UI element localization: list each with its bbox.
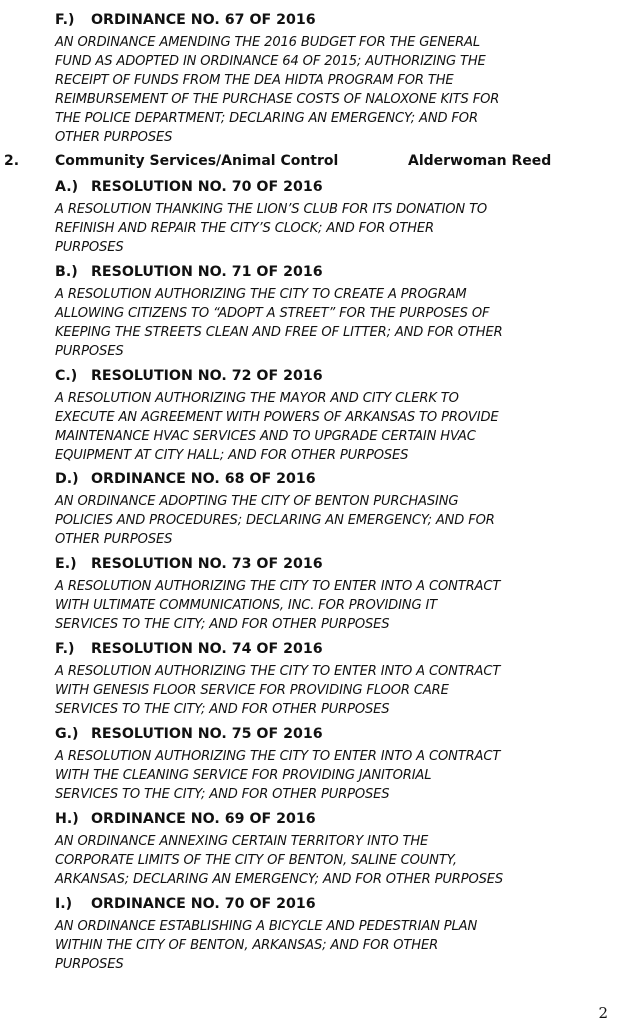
description-line: SERVICES TO THE CITY; AND FOR OTHER PURPOSES: [55, 702, 390, 717]
item-label: E.): [55, 556, 77, 572]
item-description: [55, 492, 610, 549]
item-label: B.): [55, 264, 78, 280]
item-description: [55, 832, 610, 889]
item-description: [55, 577, 610, 634]
item-label: G.): [55, 726, 79, 742]
agenda-item-resolution-71: [55, 263, 610, 361]
description-line: AN ORDINANCE ANNEXING CERTAIN TERRITORY INTO THE: [55, 834, 429, 849]
description-line: AN ORDINANCE ADOPTING THE CITY OF BENTON PURCHASING: [55, 494, 459, 509]
item-heading: [55, 895, 610, 913]
description-line: POLICIES AND PROCEDURES; DECLARING AN EMERGENCY; AND FOR: [55, 513, 495, 528]
item-title: ORDINANCE NO. 68 OF 2016: [91, 471, 316, 487]
agenda-item-resolution-70: [55, 178, 610, 257]
description-line: WITH THE CLEANING SERVICE FOR PROVIDING JANITORIAL: [55, 768, 432, 783]
description-line: WITH ULTIMATE COMMUNICATIONS, INC. FOR PROVIDING IT: [55, 598, 438, 613]
description-line: A RESOLUTION AUTHORIZING THE CITY TO ENTER INTO A CONTRACT: [55, 749, 501, 764]
item-title: ORDINANCE NO. 67 OF 2016: [91, 12, 316, 28]
agenda-item-resolution-75: [55, 725, 610, 804]
item-title: ORDINANCE NO. 70 OF 2016: [91, 896, 316, 912]
description-line: WITHIN THE CITY OF BENTON, ARKANSAS; AND FOR OTHER: [55, 938, 439, 953]
description-line: A RESOLUTION AUTHORIZING THE CITY TO CREATE A PROGRAM: [55, 287, 467, 302]
item-heading: [55, 810, 610, 828]
description-line: PURPOSES: [55, 240, 124, 255]
item-label: C.): [55, 368, 78, 384]
section-heading: [0, 151, 618, 171]
description-line: KEEPING THE STREETS CLEAN AND FREE OF LITTER; AND FOR OTHER: [55, 325, 503, 340]
item-description: [55, 389, 610, 465]
item-heading: [55, 263, 610, 281]
agenda-item-ordinance-69: [55, 810, 610, 889]
description-line: RECEIPT OF FUNDS FROM THE DEA HIDTA PROGRAM FOR THE: [55, 73, 454, 88]
agenda-item-resolution-74: [55, 640, 610, 719]
item-description: [55, 662, 610, 719]
item-title: ORDINANCE NO. 69 OF 2016: [91, 811, 316, 827]
description-line: PURPOSES: [55, 344, 124, 359]
description-line: AN ORDINANCE AMENDING THE 2016 BUDGET FOR THE GENERAL: [55, 35, 481, 50]
item-description: [55, 747, 610, 804]
item-heading: [55, 367, 610, 385]
description-line: REFINISH AND REPAIR THE CITY’S CLOCK; AND FOR OTHER: [55, 221, 434, 236]
description-line: A RESOLUTION AUTHORIZING THE CITY TO ENTER INTO A CONTRACT: [55, 664, 501, 679]
item-heading: [55, 640, 610, 658]
item-heading: [55, 470, 610, 488]
description-line: CORPORATE LIMITS OF THE CITY OF BENTON, SALINE COUNTY,: [55, 853, 457, 868]
description-line: WITH GENESIS FLOOR SERVICE FOR PROVIDING FLOOR CARE: [55, 683, 449, 698]
item-heading: [55, 725, 610, 743]
description-line: THE POLICE DEPARTMENT; DECLARING AN EMERGENCY; AND FOR: [55, 111, 478, 126]
item-title: RESOLUTION NO. 74 OF 2016: [91, 641, 323, 657]
agenda-item-ordinance-70: [55, 895, 610, 974]
description-line: MAINTENANCE HVAC SERVICES AND TO UPGRADE CERTAIN HVAC: [55, 429, 476, 444]
description-line: AN ORDINANCE ESTABLISHING A BICYCLE AND PEDESTRIAN PLAN: [55, 919, 478, 934]
description-line: EQUIPMENT AT CITY HALL; AND FOR OTHER PURPOSES: [55, 448, 409, 463]
item-description: [55, 200, 610, 257]
item-label: D.): [55, 471, 79, 487]
item-description: [55, 285, 610, 361]
item-label: F.): [55, 641, 75, 657]
item-label: F.): [55, 12, 75, 28]
item-label: I.): [55, 896, 73, 912]
item-description: [55, 33, 610, 147]
description-line: ARKANSAS; DECLARING AN EMERGENCY; AND FOR OTHER PURPOSES: [55, 872, 504, 887]
item-heading: [55, 555, 610, 573]
item-label: H.): [55, 811, 79, 827]
item-title: RESOLUTION NO. 70 OF 2016: [91, 179, 323, 195]
description-line: REIMBURSEMENT OF THE PURCHASE COSTS OF NALOXONE KITS FOR: [55, 92, 500, 107]
agenda-item-resolution-73: [55, 555, 610, 634]
item-title: RESOLUTION NO. 73 OF 2016: [91, 556, 323, 572]
section-number: 2.: [4, 153, 20, 169]
description-line: EXECUTE AN AGREEMENT WITH POWERS OF ARKANSAS TO PROVIDE: [55, 410, 499, 425]
description-line: OTHER PURPOSES: [55, 532, 173, 547]
agenda-item-ordinance-67: [55, 11, 610, 147]
item-heading: [55, 11, 610, 29]
section-title: Community Services/Animal Control: [55, 153, 339, 169]
section-sponsor: Alderwoman Reed: [408, 153, 552, 169]
description-line: FUND AS ADOPTED IN ORDINANCE 64 OF 2015; AUTHORIZING THE: [55, 54, 486, 69]
description-line: SERVICES TO THE CITY; AND FOR OTHER PURPOSES: [55, 787, 390, 802]
description-line: ALLOWING CITIZENS TO “ADOPT A STREET” FOR THE PURPOSES OF: [55, 306, 490, 321]
description-line: A RESOLUTION AUTHORIZING THE CITY TO ENTER INTO A CONTRACT: [55, 579, 501, 594]
item-title: RESOLUTION NO. 75 OF 2016: [91, 726, 323, 742]
item-description: [55, 917, 610, 974]
description-line: SERVICES TO THE CITY; AND FOR OTHER PURPOSES: [55, 617, 390, 632]
agenda-item-resolution-72: [55, 367, 610, 465]
description-line: A RESOLUTION THANKING THE LION’S CLUB FOR ITS DONATION TO: [55, 202, 488, 217]
description-line: A RESOLUTION AUTHORIZING THE MAYOR AND CITY CLERK TO: [55, 391, 459, 406]
item-title: RESOLUTION NO. 72 OF 2016: [91, 368, 323, 384]
agenda-item-ordinance-68: [55, 470, 610, 549]
description-line: OTHER PURPOSES: [55, 130, 173, 145]
item-label: A.): [55, 179, 79, 195]
item-title: RESOLUTION NO. 71 OF 2016: [91, 264, 323, 280]
description-line: PURPOSES: [55, 957, 124, 972]
item-heading: [55, 178, 610, 196]
page-number: 2: [598, 1004, 608, 1022]
